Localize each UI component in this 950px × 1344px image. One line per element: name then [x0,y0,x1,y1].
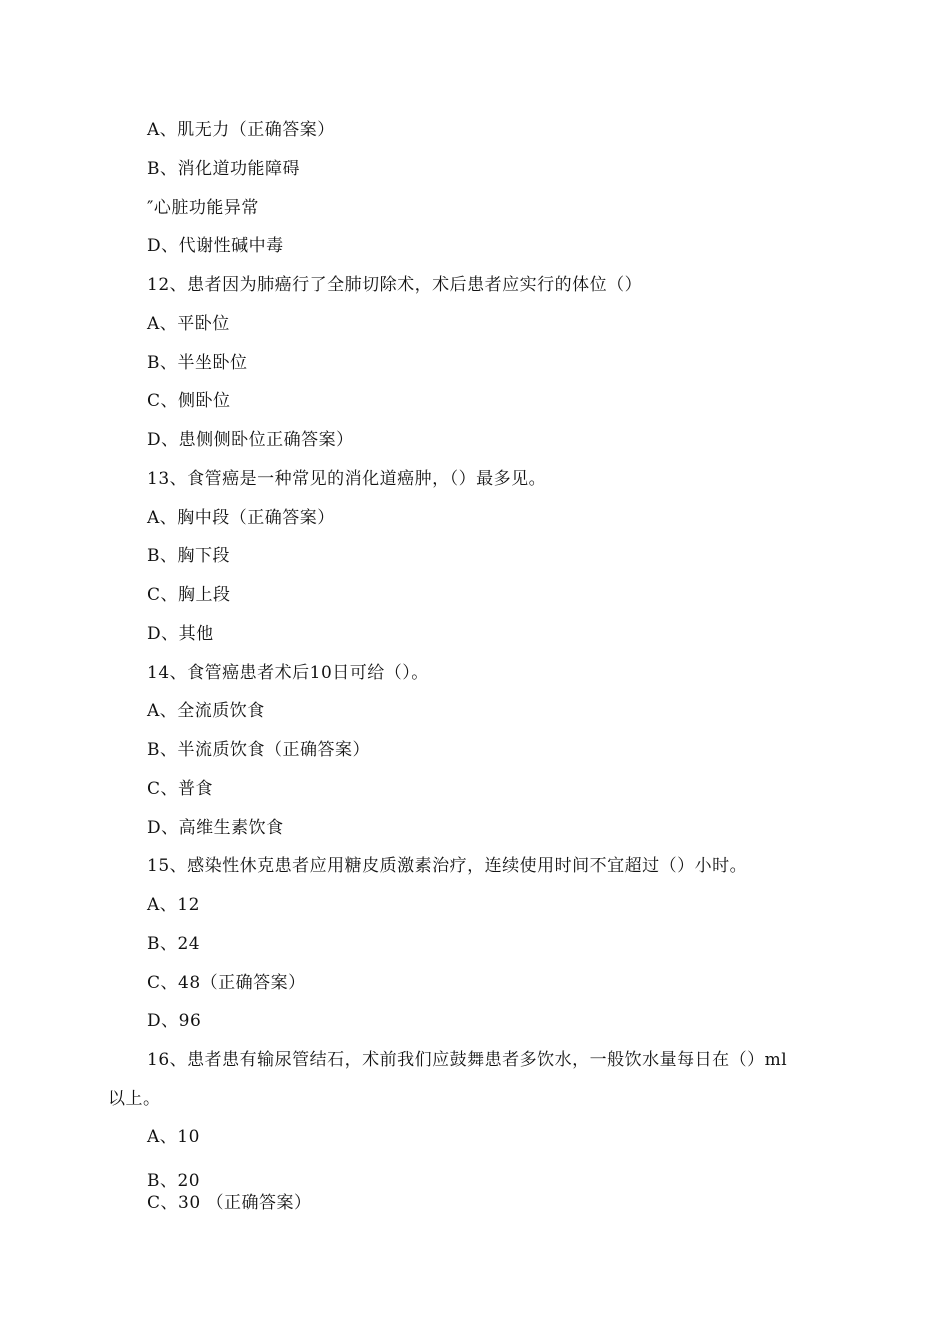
option-11b: B、消化道功能障碍 [147,159,300,179]
option-13a: A、胸中段（正确答案） [147,508,335,528]
option-16c: C、30 （正确答案） [147,1193,312,1213]
option-11d: D、代谢性碱中毒 [147,236,284,256]
question-13: 13、食管癌是一种常见的消化道癌肿，（）最多见。 [147,469,547,489]
question-12: 12、患者因为肺癌行了全肺切除术，术后患者应实行的体位（） [147,275,643,295]
option-12c: C、侧卧位 [147,391,231,411]
option-13b: B、胸下段 [147,546,230,566]
option-13d: D、其他 [147,624,214,644]
option-14a: A、全流质饮食 [147,701,265,721]
option-16a: A、10 [147,1127,200,1147]
option-12d: D、患侧侧卧位正确答案） [147,430,354,450]
option-11a: A、肌无力（正确答案） [147,120,335,140]
option-15b: B、24 [147,934,201,954]
question-14: 14、食管癌患者术后10日可给（）。 [147,663,429,683]
option-13c: C、胸上段 [147,585,231,605]
option-11c: ″心脏功能异常 [147,198,259,218]
option-14b: B、半流质饮食（正确答案） [147,740,370,760]
option-14c: C、普食 [147,779,214,799]
option-12b: B、半坐卧位 [147,353,248,373]
question-15: 15、感染性休克患者应用糖皮质激素治疗，连续使用时间不宜超过（）小时。 [147,856,748,876]
option-15c: C、48（正确答案） [147,973,306,993]
option-14d: D、高维生素饮食 [147,818,284,838]
question-16: 16、患者患有输尿管结石，术前我们应鼓舞患者多饮水，一般饮水量每日在（）ml [147,1050,788,1070]
option-12a: A、平卧位 [147,314,230,334]
option-16b: B、20 [147,1171,201,1191]
question-16-continued: 以上。 [108,1089,161,1109]
option-15a: A、12 [147,895,200,915]
option-15d: D、96 [147,1011,202,1031]
